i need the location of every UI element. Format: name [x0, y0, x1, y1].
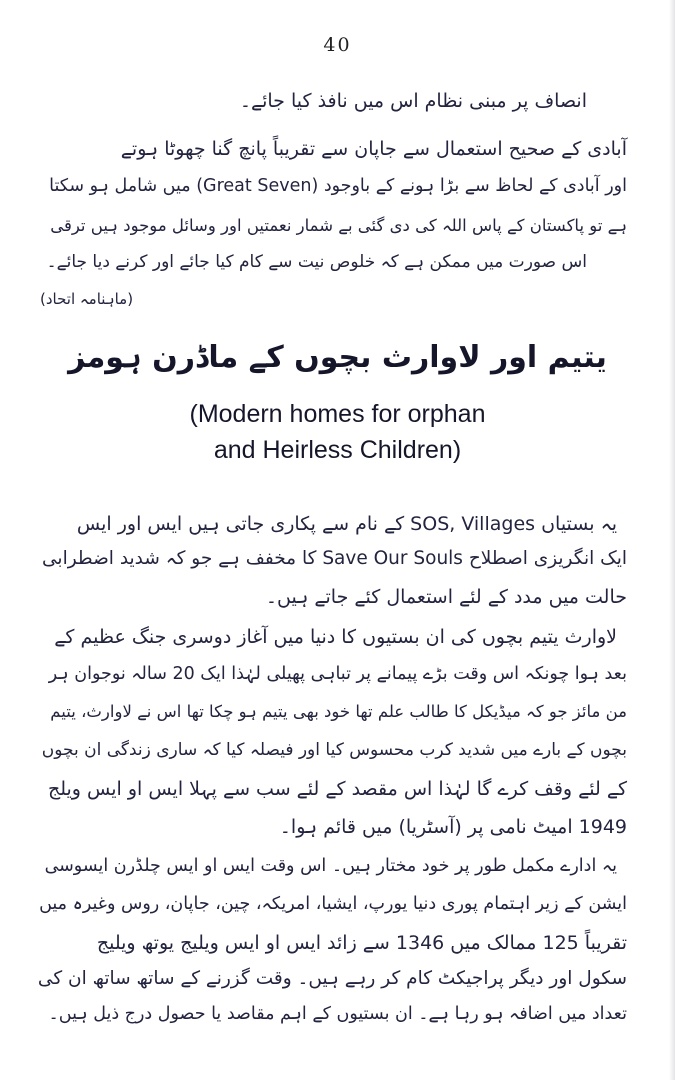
heading-english-line-2: and Heirless Children): [213, 436, 462, 464]
citation: (ماہنامہ اتحاد): [40, 290, 134, 308]
intro-line: اس صورت میں ممکن ہے کہ خلوص نیت سے کام کیا جائے اور کرنے دیا جائے۔: [46, 252, 587, 272]
paragraph-2-line: کے لئے وقف کرے گا لہٰذا اس مقصد کے لئے سب سے پہلا ایس او ایس ویلج: [47, 778, 627, 800]
paragraph-2-line: بعد ہوا چونکہ اس وقت بڑے پیمانے پر تباہی پھیلی لہٰذا ایک 20 سالہ نوجوان ہر: [48, 664, 627, 684]
paragraph-3-line: سکول اور دیگر پراجیکٹ کام کر رہے ہیں۔ وقت گزرنے کے ساتھ ساتھ ان کی: [37, 968, 627, 989]
paragraph-2-line: لاوارث یتیم بچوں کی ان بستیوں کا دنیا میں آغاز دوسری جنگ عظیم کے: [54, 626, 617, 648]
page-number: 40: [323, 34, 352, 56]
paragraph-2-line: 1949 امیٹ نامی پر (آسٹریا) میں قائم ہوا۔: [279, 816, 627, 838]
paragraph-1-line: حالت میں مدد کے لئے استعمال کئے جاتے ہیں۔: [265, 586, 627, 608]
paragraph-3-line: یہ ادارے مکمل طور پر خود مختار ہیں۔ اس وقت ایس او ایس چلڈرن ایسوسی: [44, 856, 617, 876]
page-edge: [669, 0, 675, 1080]
paragraph-3-line: تعداد میں اضافہ ہو رہا ہے۔ ان بستیوں کے اہم مقاصد یا حصول درج ذیل ہیں۔: [48, 1004, 627, 1024]
paragraph-3-line: ایشن کے زیر اہتمام پوری دنیا یورپ، ایشیا، امریکہ، چین، جاپان، روس وغیرہ میں: [39, 894, 627, 914]
heading-urdu: یتیم اور لاوارث بچوں کے ماڈرن ہومز: [68, 340, 607, 375]
paragraph-1-line: ایک انگریزی اصطلاح Save Our Souls کا مخفف ہے جو کہ شدید اضطرابی: [42, 548, 627, 569]
paragraph-3-line: تقریباً 125 ممالک میں 1346 سے زائد ایس او ایس ویلیج یوتھ ویلیج: [96, 932, 627, 954]
heading-english-line-1: (Modern homes for orphan: [189, 400, 486, 428]
intro-line: انصاف پر مبنی نظام اس میں نافذ کیا جائے۔: [239, 90, 587, 112]
paragraph-2-line: من مائز جو کہ میڈیکل کا طالب علم تھا خود بھی یتیم ہو چکا تھا اس نے لاوارث، یتیم: [50, 702, 627, 721]
intro-line: اور آبادی کے لحاظ سے بڑا ہونے کے باوجود (Great Seven) میں شامل ہو سکتا: [49, 176, 627, 196]
paragraph-2-line: بچوں کے بارے میں شدید کرب محسوس کیا اور فیصلہ کیا کہ ساری زندگی ان بچوں: [41, 740, 627, 760]
intro-line: ہے تو پاکستان کے پاس اللہ کی دی گئی بے شمار نعمتیں اور وسائل موجود ہیں ترقی: [50, 216, 627, 235]
paragraph-1-line: یہ بستیاں SOS, Villages کے نام سے پکاری جاتی ہیں ایس اور ایس: [76, 513, 617, 535]
intro-line: آبادی کے صحیح استعمال سے جاپان سے تقریباً پانچ گنا چھوٹا ہوتے: [120, 138, 627, 160]
